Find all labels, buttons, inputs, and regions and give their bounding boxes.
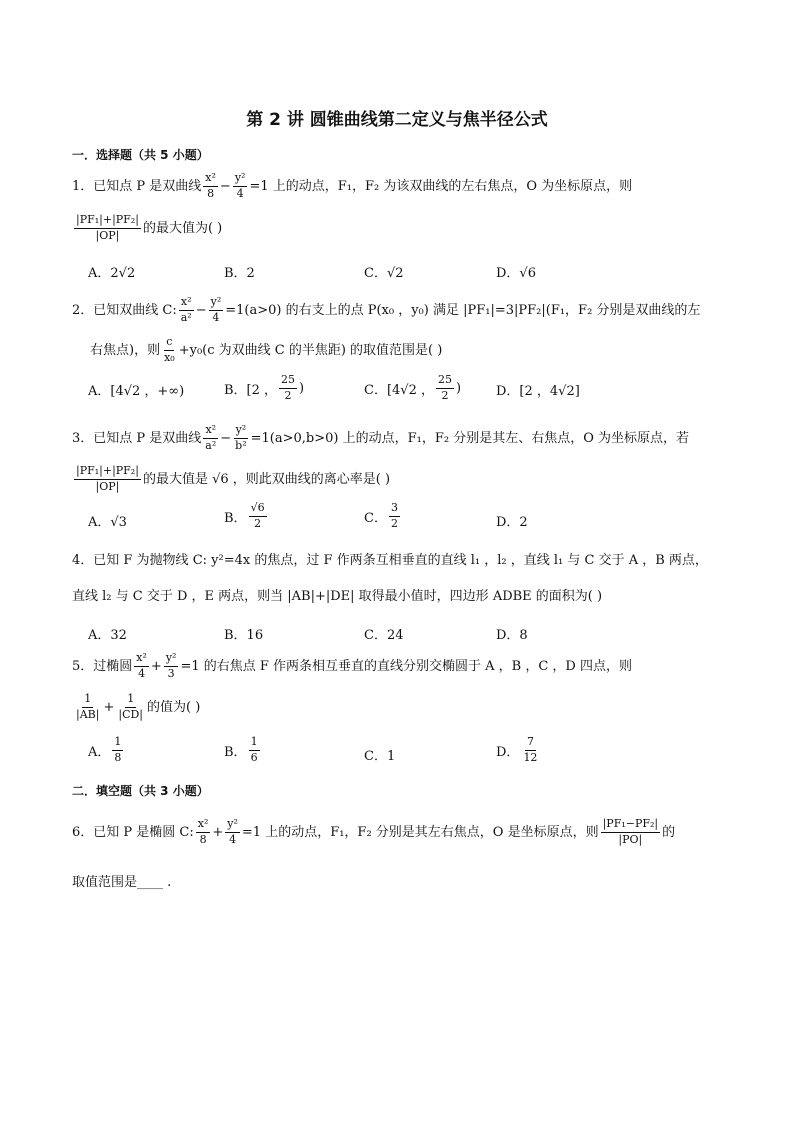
q6-frac-x: $\frac{\text{x²}}{8}$ bbox=[197, 817, 209, 846]
q1-option-c: C．√2 bbox=[364, 266, 404, 281]
question-1-line-1: 1．已知点 P 是双曲线 $\frac{\text{x²}}{8}$ − $\frac{\text{y²}}{4}$ =1 上的动点，F₁，F₂ 为该双曲线的左右焦点，O 为坐标原点，则 bbox=[72, 171, 633, 200]
q5-frac-y: $\frac{\text{y²}}{3}$ bbox=[165, 651, 177, 680]
q3-frac-x: $\frac{\text{x²}}{\text{a²}}$ bbox=[205, 423, 217, 452]
q4-option-c: C．24 bbox=[364, 628, 404, 643]
q3-ratio: $\frac{\text{|PF₁|+|PF₂|}}{|OP|}$ bbox=[76, 464, 139, 493]
section-heading-choice: 一．选择题（共 5 小题） bbox=[72, 148, 209, 162]
q5-frac-cd: $\frac{1}{|CD|}$ bbox=[118, 692, 144, 721]
q4-option-a: A．32 bbox=[88, 628, 127, 643]
q1-frac-y: $\frac{\text{y²}}{4}$ bbox=[234, 171, 246, 200]
q5-frac-ab: $\frac{1}{|AB|}$ bbox=[76, 692, 100, 721]
q3-option-c: C． $\frac{3}{2}$ bbox=[364, 501, 398, 530]
q3-option-b: B． $\frac{√6}{2}$ bbox=[224, 501, 265, 530]
q3-frac-y: $\frac{\text{y²}}{\text{b²}}$ bbox=[235, 423, 247, 452]
question-6-line-2: 取值范围是____ . bbox=[72, 875, 172, 890]
q1-ratio: $\frac{\text{|PF₁|+|PF₂|}}{|OP|}$ bbox=[76, 213, 139, 242]
q5-option-b: B． $\frac{1}{6}$ bbox=[224, 735, 258, 764]
question-2-line-1: 2．已知双曲线 C: $\frac{\text{x²}}{\text{a²}}$ − $\frac{\text{y²}}{4}$ =1(a>0) 的右支上的点 P(x₀ ，y₀) 满足 |PF₁|=3|PF₂|(F₁，F₂ 分别是双曲线的左 bbox=[72, 295, 701, 324]
q2-option-b: B．[2 ， $\frac{25}{2}$ ) bbox=[224, 373, 305, 402]
q5-frac-x: $\frac{\text{x²}}{4}$ bbox=[136, 651, 147, 680]
q5-option-a: A． $\frac{1}{8}$ bbox=[88, 735, 122, 764]
q1-option-a: A．2√2 bbox=[88, 266, 136, 281]
q1-option-d: D．√6 bbox=[496, 266, 536, 281]
q4-option-d: D．8 bbox=[496, 628, 528, 643]
q2-option-d: D．[2 ，4√2] bbox=[496, 384, 580, 399]
q2-frac-c: $\frac{c}{\text{x₀}}$ bbox=[164, 335, 175, 364]
question-6-line-1: 6．已知 P 是椭圆 C: $\frac{\text{x²}}{8}$ + $\frac{\text{y²}}{4}$ =1 上的动点，F₁，F₂ 分别是其左右焦点，O 是坐标原点，则 $\frac{\text{|PF₁−PF₂|}}{|PO|}$ 的 bbox=[72, 817, 676, 846]
question-1-line-2: $\frac{\text{|PF₁|+|PF₂|}}{|OP|}$ 的最大值为( ) bbox=[76, 213, 223, 242]
q2-frac-x: $\frac{\text{x²}}{\text{a²}}$ bbox=[180, 295, 192, 324]
section-heading-fill: 二．填空题（共 3 小题） bbox=[72, 784, 209, 798]
q4-option-b: B．16 bbox=[224, 628, 264, 643]
q5-option-c: C．1 bbox=[364, 749, 396, 764]
q1-pre: 1．已知点 P 是双曲线 bbox=[72, 178, 202, 194]
page-title: 第 2 讲 圆锥曲线第二定义与焦半径公式 bbox=[246, 110, 548, 130]
question-4-line-1: 4．已知 F 为抛物线 C: y²=4x 的焦点，过 F 作两条互相垂直的直线 l₁ ，l₂ ，直线 l₁ 与 C 交于 A ，B 两点， bbox=[72, 553, 708, 568]
q1-post: =1 上的动点，F₁，F₂ 为该双曲线的左右焦点，O 为坐标原点，则 bbox=[249, 178, 633, 194]
q2-option-c: C．[4√2 ， $\frac{25}{2}$ ) bbox=[364, 373, 462, 402]
q2-frac-y: $\frac{\text{y²}}{4}$ bbox=[210, 295, 222, 324]
question-2-line-2: 右焦点)，则 $\frac{c}{\text{x₀}}$ +y₀(c 为双曲线 C 的半焦距) 的取值范围是( ) bbox=[90, 335, 443, 364]
question-3-line-1: 3．已知点 P 是双曲线 $\frac{\text{x²}}{\text{a²}}$ − $\frac{\text{y²}}{\text{b²}}$ =1(a>0,b>0) 上的动点，F₁，F₂ 分别是其左、右焦点，O 为坐标原点，若 bbox=[72, 423, 689, 452]
question-4-line-2: 直线 l₂ 与 C 交于 D ，E 两点，则当 |AB|+|DE| 取得最小值时，四边形 ADBE 的面积为( ) bbox=[72, 589, 603, 604]
q3-option-a: A．√3 bbox=[88, 515, 127, 530]
q1-frac-x: $\frac{\text{x²}}{8}$ bbox=[205, 171, 216, 200]
q6-frac-y: $\frac{\text{y²}}{4}$ bbox=[227, 817, 238, 846]
q6-ratio: $\frac{\text{|PF₁−PF₂|}}{|PO|}$ bbox=[602, 817, 659, 846]
q1-option-b: B．2 bbox=[224, 266, 255, 281]
question-5-line-2: $\frac{1}{|AB|}$ + $\frac{1}{|CD|}$ 的值为( ) bbox=[76, 692, 201, 721]
q3-option-d: D．2 bbox=[496, 515, 528, 530]
question-5-line-1: 5．过椭圆 $\frac{\text{x²}}{4}$ + $\frac{\text{y²}}{3}$ =1 的右焦点 F 作两条相互垂直的直线分别交椭圆于 A ，B ，C ，D 四点，则 bbox=[72, 651, 632, 680]
q5-option-d: D． $\frac{7}{12}$ bbox=[496, 735, 538, 764]
question-3-line-2: $\frac{\text{|PF₁|+|PF₂|}}{|OP|}$ 的最大值是 √6 ，则此双曲线的离心率是( ) bbox=[76, 464, 391, 493]
q2-option-a: A．[4√2 ，+∞) bbox=[88, 384, 185, 399]
